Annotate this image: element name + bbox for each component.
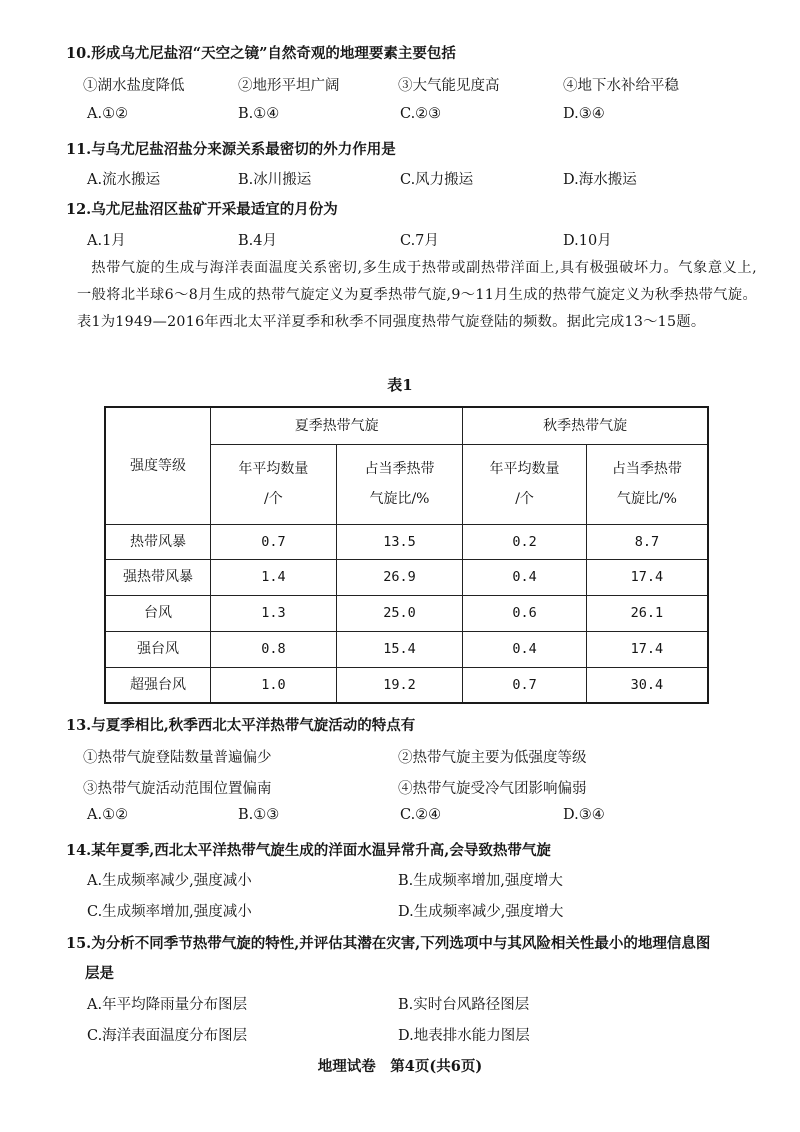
col-header-line: 年平均数量 <box>238 461 309 477</box>
q12-option-b: B.4月 <box>238 233 277 249</box>
col-header-line: /个 <box>264 491 283 507</box>
cell-autumn-avg: 0.7 <box>463 667 587 703</box>
row-level: 超强台风 <box>105 667 211 703</box>
col-header-line: 气旋比/% <box>369 491 430 507</box>
table-group-summer: 夏季热带气旋 <box>211 407 463 444</box>
q13-item-1: ①热带气旋登陆数量普遍偏少 <box>83 750 272 766</box>
q13-stem: 13.与夏季相比,秋季西北太平洋热带气旋活动的特点有 <box>66 717 416 734</box>
q13-item-3: ③热带气旋活动范围位置偏南 <box>83 781 272 797</box>
q13-item-2: ②热带气旋主要为低强度等级 <box>398 750 587 766</box>
cell-summer-avg: 1.0 <box>211 667 337 703</box>
table-group-autumn: 秋季热带气旋 <box>463 407 708 444</box>
col-header-line: 气旋比/% <box>616 491 677 507</box>
cell-summer-avg: 0.7 <box>211 524 337 559</box>
cell-summer-avg: 1.3 <box>211 595 337 631</box>
q15-option-b: B.实时台风路径图层 <box>398 997 530 1013</box>
col-header-line: /个 <box>515 491 534 507</box>
q13-option-b: B.①③ <box>238 807 280 823</box>
q14-stem: 14.某年夏季,西北太平洋热带气旋生成的洋面水温异常升高,会导致热带气旋 <box>66 842 551 859</box>
table-row <box>105 631 708 667</box>
col-header-line: 占当季热带 <box>611 461 682 477</box>
passage-text: 热带气旋的生成与海洋表面温度关系密切,多生成于热带或副热带洋面上,具有极强破坏力。气象意义上,一般将北半球6～8月生成的热带气旋定义为夏季热带气旋,9～11月生成的热带气旋定义为秋季热带气旋。表1为1949—2016年西北太平洋夏季和秋季不同强度热带气旋登陆的频数。据此完成13～15题。 <box>77 260 757 330</box>
table-corner-header: 强度等级 <box>105 407 211 524</box>
cell-summer-avg: 1.4 <box>211 559 337 595</box>
q13-option-d: D.③④ <box>563 807 605 823</box>
q10-option-d: D.③④ <box>563 106 605 122</box>
cell-summer-pct: 13.5 <box>336 524 463 559</box>
row-level: 强台风 <box>105 631 211 667</box>
cell-summer-avg: 0.8 <box>211 631 337 667</box>
q15-option-d: D.地表排水能力图层 <box>398 1028 530 1044</box>
cell-autumn-avg: 0.4 <box>463 631 587 667</box>
row-level: 强热带风暴 <box>105 559 211 595</box>
q14-option-c: C.生成频率增加,强度减小 <box>87 904 252 920</box>
table-col-autumn-avg <box>463 444 587 524</box>
q10-item-3: ③大气能见度高 <box>398 78 500 94</box>
cell-autumn-pct: 17.4 <box>586 559 708 595</box>
table-row <box>105 595 708 631</box>
q10-option-a: A.①② <box>87 106 129 122</box>
q10-item-1: ①湖水盐度降低 <box>83 78 185 94</box>
table-row <box>105 667 708 703</box>
q11-option-b: B.冰川搬运 <box>238 172 312 188</box>
cell-autumn-pct: 26.1 <box>586 595 708 631</box>
q14-option-d: D.生成频率减少,强度增大 <box>398 904 564 920</box>
cell-autumn-avg: 0.2 <box>463 524 587 559</box>
table-caption: 表1 <box>387 376 413 394</box>
row-level: 台风 <box>105 595 211 631</box>
cell-autumn-pct: 17.4 <box>586 631 708 667</box>
table-col-autumn-pct <box>586 444 708 524</box>
q12-stem: 12.乌尤尼盐沼区盐矿开采最适宜的月份为 <box>66 201 338 218</box>
q10-option-b: B.①④ <box>238 106 280 122</box>
q10-option-c: C.②③ <box>400 106 442 122</box>
cell-autumn-avg: 0.6 <box>463 595 587 631</box>
q13-option-a: A.①② <box>87 807 129 823</box>
table-row <box>105 524 708 559</box>
table-col-summer-pct <box>336 444 463 524</box>
q12-option-a: A.1月 <box>87 233 126 249</box>
q10-item-4: ④地下水补给平稳 <box>563 78 679 94</box>
q10-stem: 10.形成乌尤尼盐沼“天空之镜”自然奇观的地理要素主要包括 <box>66 45 456 62</box>
q15-option-c: C.海洋表面温度分布图层 <box>87 1028 248 1044</box>
q13-item-4: ④热带气旋受冷气团影响偏弱 <box>398 781 587 797</box>
q10-item-2: ②地形平坦广阔 <box>238 78 340 94</box>
q11-option-a: A.流水搬运 <box>87 172 161 188</box>
table-col-summer-avg <box>211 444 337 524</box>
data-table <box>104 406 709 704</box>
q11-option-c: C.风力搬运 <box>400 172 474 188</box>
page-footer: 地理试卷 第4页(共6页) <box>317 1058 483 1075</box>
cell-summer-pct: 15.4 <box>336 631 463 667</box>
q12-option-d: D.10月 <box>563 233 612 249</box>
q12-option-c: C.7月 <box>400 233 439 249</box>
cell-autumn-pct: 30.4 <box>586 667 708 703</box>
q13-option-c: C.②④ <box>400 807 442 823</box>
cell-summer-pct: 26.9 <box>336 559 463 595</box>
q11-option-d: D.海水搬运 <box>563 172 637 188</box>
table-row <box>105 559 708 595</box>
q15-option-a: A.年平均降雨量分布图层 <box>87 997 248 1013</box>
col-header-line: 占当季热带 <box>364 461 435 477</box>
cell-autumn-pct: 8.7 <box>586 524 708 559</box>
cell-summer-pct: 19.2 <box>336 667 463 703</box>
cell-autumn-avg: 0.4 <box>463 559 587 595</box>
row-level: 热带风暴 <box>105 524 211 559</box>
cell-summer-pct: 25.0 <box>336 595 463 631</box>
passage-paragraph <box>77 255 757 336</box>
q15-stem: 15.为分析不同季节热带气旋的特性,并评估其潜在灾害,下列选项中与其风险相关性最小的地理信息图 <box>66 935 711 952</box>
q11-stem: 11.与乌尤尼盐沼盐分来源关系最密切的外力作用是 <box>66 141 396 158</box>
q15-stem-cont: 层是 <box>85 965 114 982</box>
col-header-line: 年平均数量 <box>489 461 560 477</box>
q14-option-b: B.生成频率增加,强度增大 <box>398 873 563 889</box>
q14-option-a: A.生成频率减少,强度减小 <box>87 873 252 889</box>
